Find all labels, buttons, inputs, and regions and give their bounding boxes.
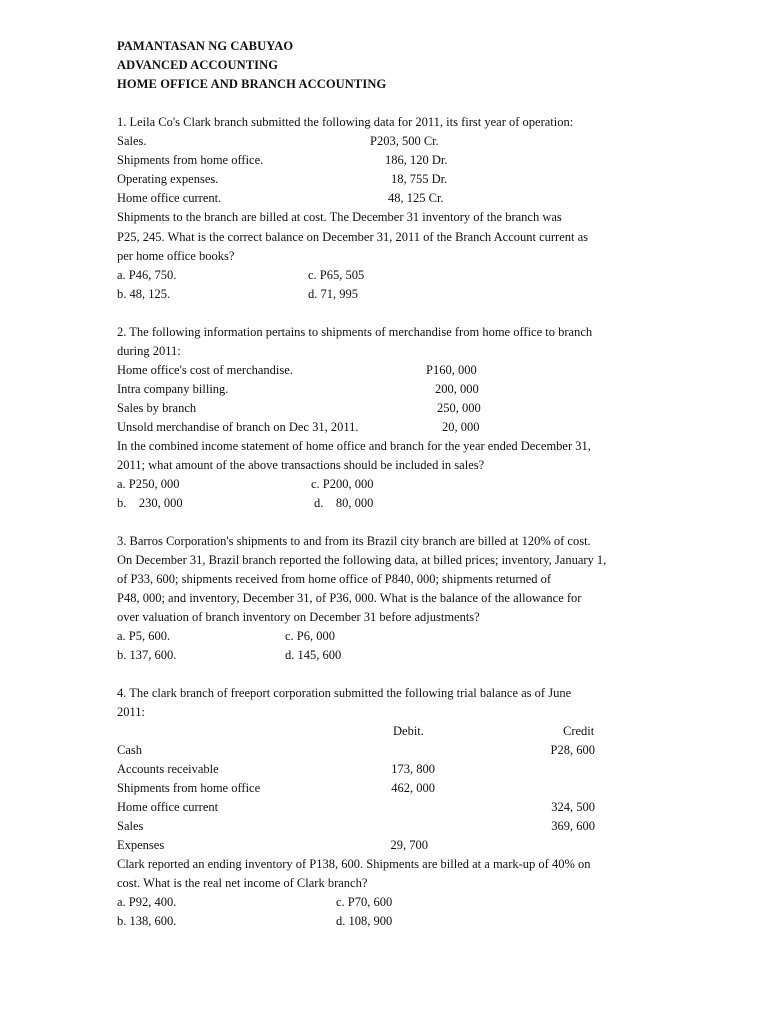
q1-row-value: 48, 125 Cr.	[388, 191, 444, 205]
q4-row-label: Sales	[117, 819, 144, 833]
q3-choice-b: b. 137, 600.	[117, 648, 177, 662]
q2-intro: during 2011:	[117, 344, 181, 358]
q4-row-label: Cash	[117, 743, 142, 757]
q4-row-credit: 324, 500	[551, 800, 595, 814]
q1-choice-b: b. 48, 125.	[117, 287, 171, 301]
q3-choice-a: a. P5, 600.	[117, 629, 171, 643]
q3-choice-c: c. P6, 000	[285, 629, 335, 643]
q4-credit-header: Credit	[563, 724, 595, 738]
q1-row-label: Shipments from home office.	[117, 153, 264, 167]
q4-row-debit: 173, 800	[391, 762, 435, 776]
q4-row-debit: 462, 000	[391, 781, 435, 795]
q4-intro: 2011:	[117, 705, 146, 719]
q2-row-label: Sales by branch	[117, 401, 197, 415]
q1-intro: 1. Leila Co's Clark branch submitted the following data for 2011, its first year of operation:	[117, 115, 574, 129]
q4-row-label: Expenses	[117, 838, 165, 852]
q4-choice-a: a. P92, 400.	[117, 895, 177, 909]
q4-text: Clark reported an ending inventory of P138, 600. Shipments are billed at a mark-up of 40% on	[117, 857, 591, 871]
q4-row-credit: P28, 600	[550, 743, 595, 757]
q4-row-credit: 369, 600	[551, 819, 595, 833]
q2-row-value: P160, 000	[426, 363, 477, 377]
q2-choice-b: b. 230, 000	[117, 496, 183, 510]
q4-row-debit: 29, 700	[390, 838, 428, 852]
q1-text: per home office books?	[117, 249, 235, 263]
q1-row-label: Sales.	[117, 134, 147, 148]
q2-choice-c: c. P200, 000	[311, 477, 374, 491]
q1-text: P25, 245. What is the correct balance on December 31, 2011 of the Branch Account current as	[117, 230, 589, 244]
q1-row-label: Operating expenses.	[117, 172, 219, 186]
q3-text: P48, 000; and inventory, December 31, of P36, 000. What is the balance of the allowance for	[117, 591, 582, 605]
q1-row-label: Home office current.	[117, 191, 222, 205]
q3-text: On December 31, Brazil branch reported the following data, at billed prices; inventory, January 1,	[117, 553, 607, 567]
q4-intro: 4. The clark branch of freeport corporation submitted the following trial balance as of June	[117, 686, 572, 700]
school-name: PAMANTASAN NG CABUYAO	[117, 39, 294, 53]
q4-row-label: Shipments from home office	[117, 781, 261, 795]
q4-choice-b: b. 138, 600.	[117, 914, 177, 928]
q2-choice-a: a. P250, 000	[117, 477, 180, 491]
q3-text: 3. Barros Corporation's shipments to and from its Brazil city branch are billed at 120% of cost.	[117, 534, 591, 548]
q4-choice-c: c. P70, 600	[336, 895, 393, 909]
q1-choice-c: c. P65, 505	[308, 268, 365, 282]
q1-row-value: 186, 120 Dr.	[385, 153, 448, 167]
course-title: ADVANCED ACCOUNTING	[117, 58, 279, 72]
q2-row-label: Unsold merchandise of branch on Dec 31, 2011.	[117, 420, 359, 434]
q1-row-value: 18, 755 Dr.	[391, 172, 448, 186]
topic-title: HOME OFFICE AND BRANCH ACCOUNTING	[117, 77, 387, 91]
q3-text: of P33, 600; shipments received from home office of P840, 000; shipments returned of	[117, 572, 552, 586]
q3-choice-d: d. 145, 600	[285, 648, 342, 662]
q4-debit-header: Debit.	[393, 724, 424, 738]
q2-text: In the combined income statement of home office and branch for the year ended December 31,	[117, 439, 591, 453]
q4-row-label: Accounts receivable	[117, 762, 219, 776]
q2-row-value: 20, 000	[442, 420, 480, 434]
q1-choice-d: d. 71, 995	[308, 287, 358, 301]
q2-text: 2011; what amount of the above transactions should be included in sales?	[117, 458, 485, 472]
q1-text: Shipments to the branch are billed at cost. The December 31 inventory of the branch was	[117, 210, 562, 224]
q2-row-label: Home office's cost of merchandise.	[117, 363, 293, 377]
q2-row-value: 200, 000	[435, 382, 479, 396]
q1-row-value: P203, 500 Cr.	[370, 134, 439, 148]
q2-row-label: Intra company billing.	[117, 382, 229, 396]
q4-row-label: Home office current	[117, 800, 219, 814]
q4-text: cost. What is the real net income of Clark branch?	[117, 876, 368, 890]
q4-choice-d: d. 108, 900	[336, 914, 393, 928]
q2-row-value: 250, 000	[437, 401, 481, 415]
q3-text: over valuation of branch inventory on December 31 before adjustments?	[117, 610, 480, 624]
q2-intro: 2. The following information pertains to shipments of merchandise from home office to branch	[117, 325, 593, 339]
q1-choice-a: a. P46, 750.	[117, 268, 177, 282]
q2-choice-d: d. 80, 000	[314, 496, 374, 510]
